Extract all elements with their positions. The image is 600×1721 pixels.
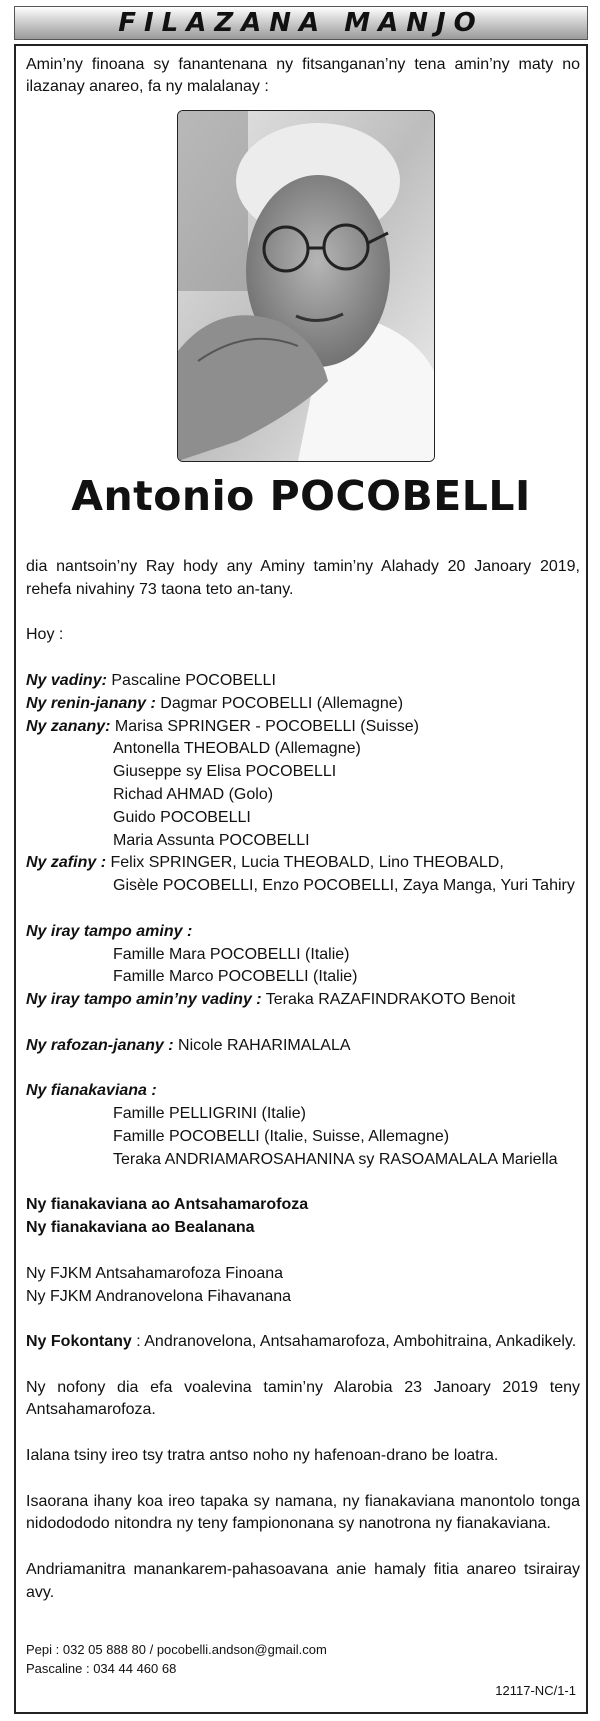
mother-in-law-name: Dagmar POCOBELLI (Allemagne) xyxy=(155,694,404,712)
sibling-name: Famille Marco POCOBELLI (Italie) xyxy=(113,968,358,986)
announcement-text: dia nantsoin’ny Ray hody any Aminy tamin’ny Alahady 20 Janoary 2019, rehefa nivahiny 73 taona teto an-tany. xyxy=(26,558,580,598)
relative-name: Famille POCOBELLI (Italie, Suisse, Allemagne) xyxy=(113,1127,450,1145)
reference-code: 12117-NC/1-1 xyxy=(495,1683,576,1698)
widow-name: Pascaline POCOBELLI xyxy=(106,671,276,689)
page-header xyxy=(14,6,588,40)
church-name: Ny FJKM Andranovelona Fihavanana xyxy=(26,1287,292,1305)
child-name: Richad AHMAD (Golo) xyxy=(113,785,274,803)
thanks-text: Isaorana ihany koa ireo tapaka sy namana, ny fianakaviana manontolo tonga nidodododo nitondra ny teny fampiononana sy nanotrona ny fianakaviana. xyxy=(26,1492,580,1533)
child-name: Maria Assunta POCOBELLI xyxy=(113,831,310,849)
blessing-text: Andriamanitra manankarem-pahasoavana anie hamaly fitia anareo tsirairay avy. xyxy=(26,1561,580,1601)
nephew-name: Nicole RAHARIMALALA xyxy=(173,1036,351,1054)
widow-label: Ny vadiny: xyxy=(26,671,107,689)
grandchildren-names: Gisèle POCOBELLI, Enzo POCOBELLI, Zaya Manga, Yuri Tahiry xyxy=(113,877,575,895)
grandchildren-names: Felix SPRINGER, Lucia THEOBALD, Lino THEOBALD, xyxy=(106,854,504,872)
fokontany-label: Ny Fokontany xyxy=(26,1333,132,1351)
mother-in-law-line xyxy=(26,693,580,716)
widow-line xyxy=(26,670,580,693)
child-name: Guido POCOBELLI xyxy=(113,808,251,826)
nephew-label: Ny rafozan-janany : xyxy=(26,1036,174,1054)
deceased-name: Antonio POCOBELLI xyxy=(71,472,531,520)
children-label: Ny zanany: xyxy=(26,717,111,735)
relatives-place: Ny fianakaviana ao Antsahamarofoza xyxy=(26,1196,309,1214)
relatives-label: Ny fianakaviana : xyxy=(26,1082,157,1100)
wife-siblings-name: Teraka RAZAFINDRAKOTO Benoit xyxy=(261,991,516,1009)
intro-text: Amin’ny finoana sy fanantenana ny fitsanganan’ny tena amin’ny maty no ilazanay anareo, fa ny malalanay : xyxy=(26,56,580,95)
siblings-label: Ny iray tampo aminy : xyxy=(26,922,193,940)
grandchildren-line xyxy=(26,852,580,875)
contact-line: Pepi : 032 05 888 80 / pocobelli.andson@gmail.com xyxy=(26,1642,327,1657)
relative-name: Teraka ANDRIAMAROSAHANINA sy RASOAMALALA Mariella xyxy=(113,1150,558,1168)
apology-text: Ialana tsiny ireo tsy tratra antso noho ny hafenoan-drano be loatra. xyxy=(26,1447,499,1465)
header-title: FILAZANA MANJO xyxy=(118,8,484,38)
fokontany-list: : Andranovelona, Antsahamarofoza, Ambohitraina, Ankadikely. xyxy=(131,1333,577,1351)
grandchildren-label: Ny zafiny : xyxy=(26,854,107,872)
hoy-text: Hoy : xyxy=(26,626,64,644)
child-name: Marisa SPRINGER - POCOBELLI (Suisse) xyxy=(110,717,419,735)
children-line xyxy=(26,716,580,739)
wife-siblings-label: Ny iray tampo amin’ny vadiny : xyxy=(26,991,262,1009)
church-name: Ny FJKM Antsahamarofoza Finoana xyxy=(26,1264,284,1282)
portrait-photo xyxy=(177,110,435,462)
contact-line: Pascaline : 034 44 460 68 xyxy=(26,1661,177,1676)
fokontany-line xyxy=(26,1331,580,1354)
nephew-line xyxy=(26,1035,580,1058)
wife-siblings-line xyxy=(26,989,580,1012)
relative-name: Famille PELLIGRINI (Italie) xyxy=(113,1105,306,1123)
burial-text: Ny nofony dia efa voalevina tamin’ny Alarobia 23 Janoary 2019 teny Antsahamarofoza. xyxy=(26,1378,580,1419)
child-name: Antonella THEOBALD (Allemagne) xyxy=(113,740,361,758)
contacts-block xyxy=(26,1640,327,1678)
sibling-name: Famille Mara POCOBELLI (Italie) xyxy=(113,945,350,963)
notice-body xyxy=(26,556,580,1605)
mother-in-law-label: Ny renin-janany : xyxy=(26,694,156,712)
relatives-place: Ny fianakaviana ao Bealanana xyxy=(26,1219,255,1237)
child-name: Giuseppe sy Elisa POCOBELLI xyxy=(113,763,337,781)
